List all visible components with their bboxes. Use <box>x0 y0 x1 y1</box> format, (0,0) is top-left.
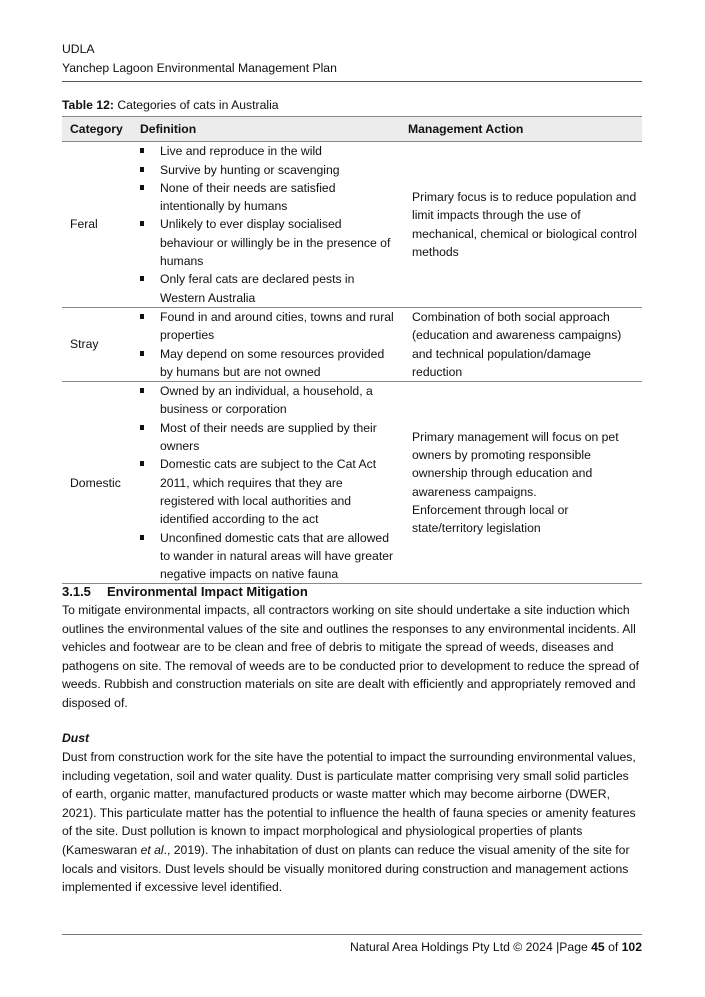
definition-item: Found in and around cities, towns and rural properties <box>132 308 400 345</box>
definition-cell <box>132 382 400 584</box>
definition-list <box>132 382 400 583</box>
management-action-cell: Primary focus is to reduce population and limit impacts through the use of mechanical, chemical or biological control methods <box>400 142 642 308</box>
table-header-row <box>62 117 642 142</box>
management-action-line: Primary management will focus on pet owners by promoting responsible ownership through education and awareness campaigns. <box>412 429 619 499</box>
table-row-stray <box>62 307 642 381</box>
footer-of: of <box>604 940 622 954</box>
definition-item: Only feral cats are declared pests in Western Australia <box>132 270 400 307</box>
section-heading <box>62 582 642 601</box>
definition-cell <box>132 307 400 381</box>
table-row-feral <box>62 142 642 308</box>
definition-item: Owned by an individual, a household, a business or corporation <box>132 382 400 419</box>
dust-text-part: ., 2019). The inhabitation of dust on plants can reduce the visual amenity of the site for locals and visitors. Dust levels should be visually monitored during construction and management actions implemented if excessive level identified. <box>62 842 630 895</box>
subsection-heading: Dust <box>62 731 90 745</box>
column-header-management-action: Management Action <box>400 117 642 142</box>
footer-text: Natural Area Holdings Pty Ltd © 2024 |Page <box>350 940 592 954</box>
definition-item: Domestic cats are subject to the Cat Act 2011, which requires that they are registered with local authorities and identified according to the act <box>132 455 400 528</box>
definition-item: Survive by hunting or scavenging <box>132 161 400 179</box>
definition-item: None of their needs are satisfied intentionally by humans <box>132 179 400 216</box>
page-footer <box>62 934 642 956</box>
definition-cell <box>132 142 400 308</box>
definition-item: Unlikely to ever display socialised behaviour or willingly be in the presence of humans <box>132 215 400 270</box>
management-action-line: Enforcement through local or state/territory legislation <box>412 503 569 536</box>
page-header <box>62 40 642 82</box>
page-total: 102 <box>621 940 642 954</box>
section-title: Environmental Impact Mitigation <box>107 584 308 599</box>
header-title: Yanchep Lagoon Environmental Management Plan <box>62 61 337 75</box>
category-cell: Stray <box>62 307 132 381</box>
dust-paragraph <box>62 748 642 897</box>
table-caption-text: Categories of cats in Australia <box>113 98 279 112</box>
page-number: 45 <box>591 940 605 954</box>
category-cell: Domestic <box>62 382 132 584</box>
management-action-cell <box>400 382 642 584</box>
section-number: 3.1.5 <box>62 584 91 599</box>
table-caption <box>62 97 279 113</box>
definition-item: May depend on some resources provided by humans but are not owned <box>132 345 400 382</box>
subsection-dust <box>62 729 642 897</box>
column-header-definition: Definition <box>132 117 400 142</box>
dust-text-part: Dust from construction work for the site have the potential to impact the surrounding environmental values, including vegetation, soil and water quality. Dust is particulate matter comprising very small solid particles of earth, organic matter, manufactured products or waste matter which may become airborne (DWER, 2021). This particulate matter has the potential to influence the health of fauna species or amenity features of the site. Dust pollution is known to impact morphological and physiological properties of plants (Kameswaran <box>62 750 636 857</box>
management-action-cell: Combination of both social approach (education and awareness campaigns) and technical population/damage reduction <box>400 307 642 381</box>
definition-item: Most of their needs are supplied by their owners <box>132 419 400 456</box>
definition-item: Live and reproduce in the wild <box>132 142 400 160</box>
definition-item: Unconfined domestic cats that are allowed to wander in natural areas will have greater negative impacts on native fauna <box>132 529 400 584</box>
table-row-domestic <box>62 382 642 584</box>
table-caption-label: Table 12: <box>62 98 114 112</box>
section-environmental-impact-mitigation <box>62 582 642 713</box>
section-paragraph: To mitigate environmental impacts, all contractors working on site should undertake a site induction which outlines the environmental values of the site and outlines the responses to any environmental incidents. All vehicles and footwear are to be clean and free of debris to mitigate the spread of weeds, diseases and pathogens on site. The removal of weeds are to be conducted prior to development to reduce the spread of weeds. Rubbish and construction materials on site are dealt with efficiently and appropriately removed and disposed of. <box>62 603 640 710</box>
column-header-category: Category <box>62 117 132 142</box>
header-org: UDLA <box>62 42 95 56</box>
cat-categories-table <box>62 116 642 584</box>
citation-et-al: et al <box>140 842 164 857</box>
definition-list <box>132 308 400 381</box>
category-cell: Feral <box>62 142 132 308</box>
definition-list <box>132 142 400 307</box>
